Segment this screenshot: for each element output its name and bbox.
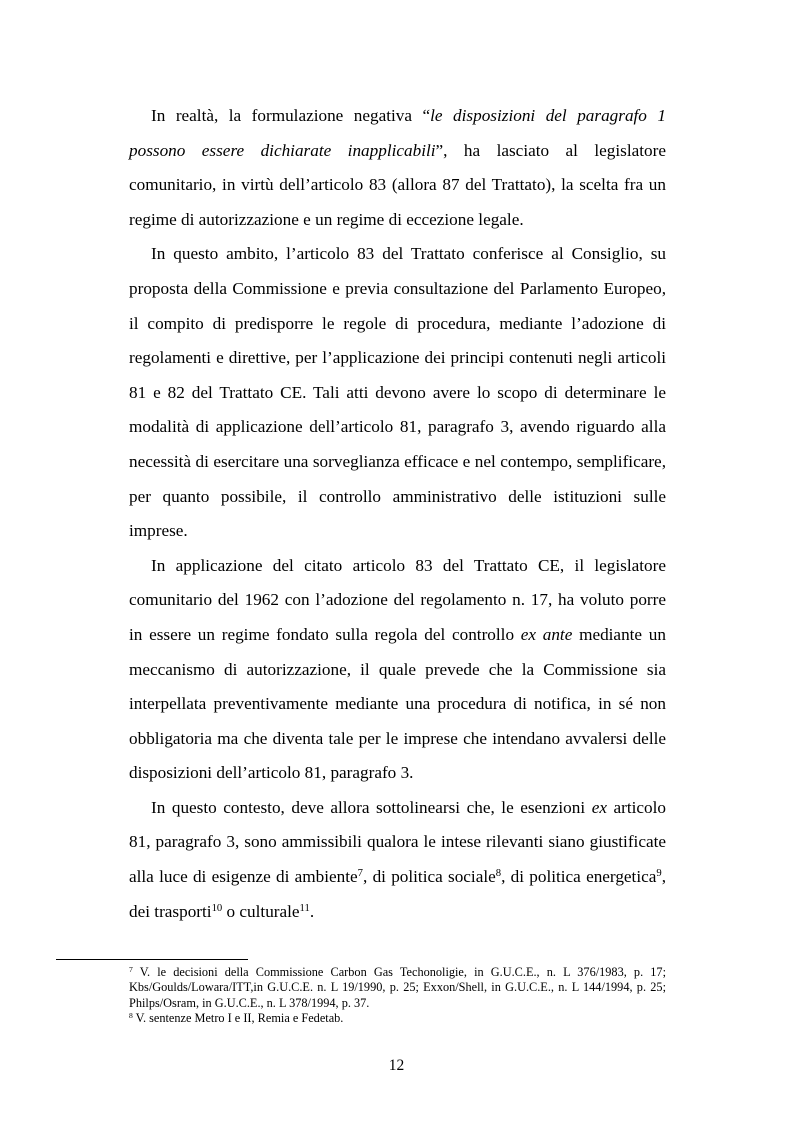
paragraph-3 xyxy=(129,549,666,791)
footnote-8-number: 8 xyxy=(129,1010,133,1020)
footnotes xyxy=(129,965,666,1026)
paragraph-2-text: In questo ambito, l’articolo 83 del Trattato conferisce al Consiglio, su proposta della Commissione e previa consultazione del Parlamento Europeo, il compito di predisporre le regole di procedura, mediante l’adozione di regolamenti e direttive, per l’applicazione dei principi contenuti negli articoli 81 e 82 del Trattato CE. Tali atti devono avere lo scopo di determinare le modalità di applicazione dell’articolo 81, paragrafo 3, avendo riguardo alla necessità di esercitare una sorveglianza efficace e nel contempo, semplificare, per quanto possibile, il controllo amministrativo delle istituzioni sulle imprese. xyxy=(129,244,666,541)
paragraph-4-text-f: o culturale xyxy=(222,901,300,921)
page-number: 12 xyxy=(388,1057,405,1074)
paragraph-4-text-e: , dei trasporti xyxy=(129,867,666,921)
footnote-7 xyxy=(129,965,666,1011)
paragraph-1-quoted-italic: le disposizioni del paragrafo 1 possono essere dichiarate inapplicabili xyxy=(129,106,666,160)
footnote-ref-7[interactable]: 7 xyxy=(357,868,363,880)
body-text xyxy=(129,99,666,929)
paragraph-4 xyxy=(129,791,666,929)
footnote-separator xyxy=(56,959,248,960)
paragraph-1 xyxy=(129,99,666,237)
footnote-ref-10[interactable]: 10 xyxy=(211,902,223,914)
footnote-8 xyxy=(129,1011,666,1026)
paragraph-4-text-c: , di politica sociale xyxy=(363,867,496,887)
paragraph-4-text-b: articolo 81, paragrafo 3, sono ammissibili qualora le intese rilevanti siano giustificate alla luce di esigenze di ambiente xyxy=(129,797,667,887)
paragraph-3-text-start: In applicazione del citato articolo 83 del Trattato CE, il legislatore comunitario del 1962 con l’adozione del regolamento n. 17, ha voluto porre in essere un regime fondato sulla regola del controllo xyxy=(129,555,666,644)
footnote-ref-8[interactable]: 8 xyxy=(495,868,502,880)
paragraph-3-italic-term: ex ante xyxy=(520,624,573,644)
footnote-ref-9[interactable]: 9 xyxy=(656,868,662,880)
paragraph-1-text-start: In realtà, la formulazione negativa “ xyxy=(151,106,431,125)
paragraph-4-text-d: , di politica energetica xyxy=(501,867,657,887)
footnote-ref-11[interactable]: 11 xyxy=(299,902,310,914)
footnote-7-number: 7 xyxy=(129,964,133,974)
paragraph-4-italic-term: ex xyxy=(591,797,607,817)
footnote-7-text: V. le decisioni della Commissione Carbon Gas Techonoligie, in G.U.C.E., n. L 376/1983, p. 17; Kbs/Goulds/Lowara/ITT,in G.U.C.E. n. L 19/1990, p. 25; Exxon/Shell, in G.U.C.E., n. L 144/1994, p. 25; Philps/Osram, in G.U.C.E., n. L 378/1994, p. 37. xyxy=(129,965,666,1010)
paragraph-4-text-a: In questo contesto, deve allora sottolinearsi che, le esenzioni xyxy=(151,797,592,817)
paragraph-4-text-g: . xyxy=(309,901,315,921)
footnote-8-text: V. sentenze Metro I e II, Remia e Fedetab. xyxy=(132,1010,344,1025)
paragraph-3-text-end: mediante un meccanismo di autorizzazione, il quale prevede che la Commissione sia interpellata preventivamente mediante una procedura di notifica, in sé non obbligatoria ma che diventa tale per le imprese che intendano avvalersi delle disposizioni dell’articolo 81, paragrafo 3. xyxy=(129,624,666,783)
paragraph-2 xyxy=(129,237,666,548)
paragraph-1-text-end: ”, ha lasciato al legislatore comunitario, in virtù dell’articolo 83 (allora 87 del Trattato), la scelta fra un regime di autorizzazione e un regime di eccezione legale. xyxy=(129,140,666,229)
